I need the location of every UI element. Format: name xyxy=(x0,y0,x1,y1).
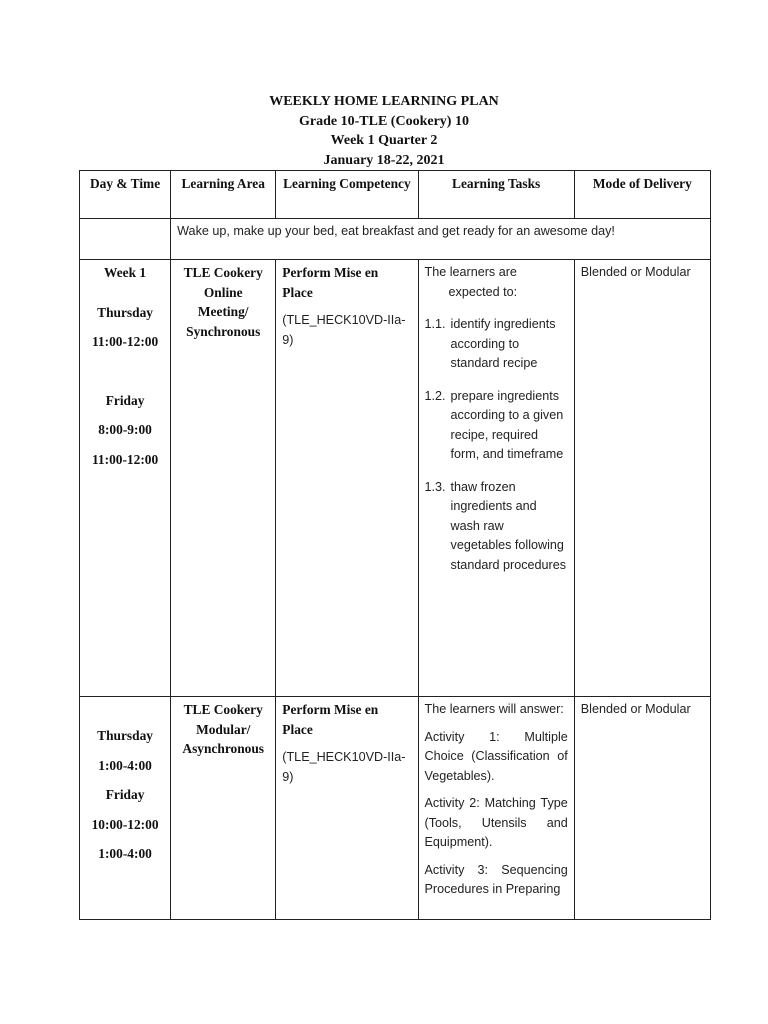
item-number: 1.1. xyxy=(424,317,446,331)
thursday-label: Thursday xyxy=(97,728,153,743)
header-mode: Mode of Delivery xyxy=(574,171,710,219)
mode-cell: Blended or Modular xyxy=(574,697,710,920)
thursday-time: 1:00-4:00 xyxy=(98,757,152,773)
intro-text: Wake up, make up your bed, eat breakfast and get ready for an awesome day! xyxy=(171,219,711,260)
header-tasks: Learning Tasks xyxy=(418,171,574,219)
activity-item: Activity 1: Multiple Choice (Classification of Vegetables). xyxy=(424,729,568,783)
tasks-intro-2: expected to: xyxy=(448,284,518,299)
day-time-cell xyxy=(80,260,171,697)
table-row xyxy=(80,260,711,697)
friday-label: Friday xyxy=(105,392,145,408)
grade-subject: Grade 10-TLE (Cookery) 10 xyxy=(299,113,469,129)
item-text: identify ingredients according to standard recipe xyxy=(450,317,556,370)
document-header xyxy=(0,92,768,170)
activity-item: Activity 2: Matching Type (Tools, Utensils and Equipment). xyxy=(424,796,568,849)
item-text: thaw frozen ingredients and wash raw vegetables following standard procedures xyxy=(450,479,567,572)
learning-area-cell: TLE Cookery Online Meeting/ Synchronous xyxy=(171,260,276,697)
header-learning-area: Learning Area xyxy=(171,171,276,219)
friday-label: Friday xyxy=(105,787,145,802)
list-item xyxy=(425,387,568,465)
table-row-intro xyxy=(80,219,711,260)
learning-area-cell: TLE Cookery Modular/ Asynchronous xyxy=(171,697,276,920)
mode-cell: Blended or Modular xyxy=(574,260,710,697)
table-row xyxy=(80,697,711,920)
header-day-time: Day & Time xyxy=(80,171,171,219)
competency-title: Perform Mise en Place xyxy=(282,702,379,737)
table-header-row xyxy=(80,171,711,219)
tasks-cell xyxy=(418,697,574,920)
intro-empty-cell xyxy=(80,219,171,260)
competency-cell xyxy=(276,260,418,697)
friday-time-1: 10:00-12:00 xyxy=(91,816,159,832)
list-item xyxy=(425,478,568,576)
learning-plan-table xyxy=(79,170,711,920)
tasks-cell xyxy=(418,260,574,697)
activity-item: Activity 3: Sequencing Procedures in Preparing xyxy=(424,862,568,896)
competency-code: (TLE_HECK10VD-IIa-9) xyxy=(282,313,406,347)
date-range: January 18-22, 2021 xyxy=(323,152,445,168)
competency-code: (TLE_HECK10VD-IIa-9) xyxy=(282,750,406,784)
list-item xyxy=(425,315,568,374)
thursday-label: Thursday xyxy=(97,304,153,320)
item-text: prepare ingredients according to a given recipe, required form, and timeframe xyxy=(450,388,564,461)
week-label: Week 1 xyxy=(104,265,147,280)
thursday-time: 11:00-12:00 xyxy=(91,334,159,349)
plan-title: WEEKLY HOME LEARNING PLAN xyxy=(269,94,499,109)
header-competency: Learning Competency xyxy=(276,171,418,219)
friday-time-2: 1:00-4:00 xyxy=(98,846,152,861)
week-quarter: Week 1 Quarter 2 xyxy=(330,133,438,148)
day-time-cell xyxy=(80,697,171,920)
competency-title: Perform Mise en Place xyxy=(282,265,379,300)
tasks-intro-1: The learners are xyxy=(424,265,517,279)
friday-time-2: 11:00-12:00 xyxy=(91,451,159,467)
item-number: 1.3. xyxy=(424,479,446,494)
competency-cell xyxy=(276,697,418,920)
tasks-intro: The learners will answer: xyxy=(424,702,564,716)
item-number: 1.2. xyxy=(424,388,446,403)
friday-time-1: 8:00-9:00 xyxy=(98,422,152,437)
